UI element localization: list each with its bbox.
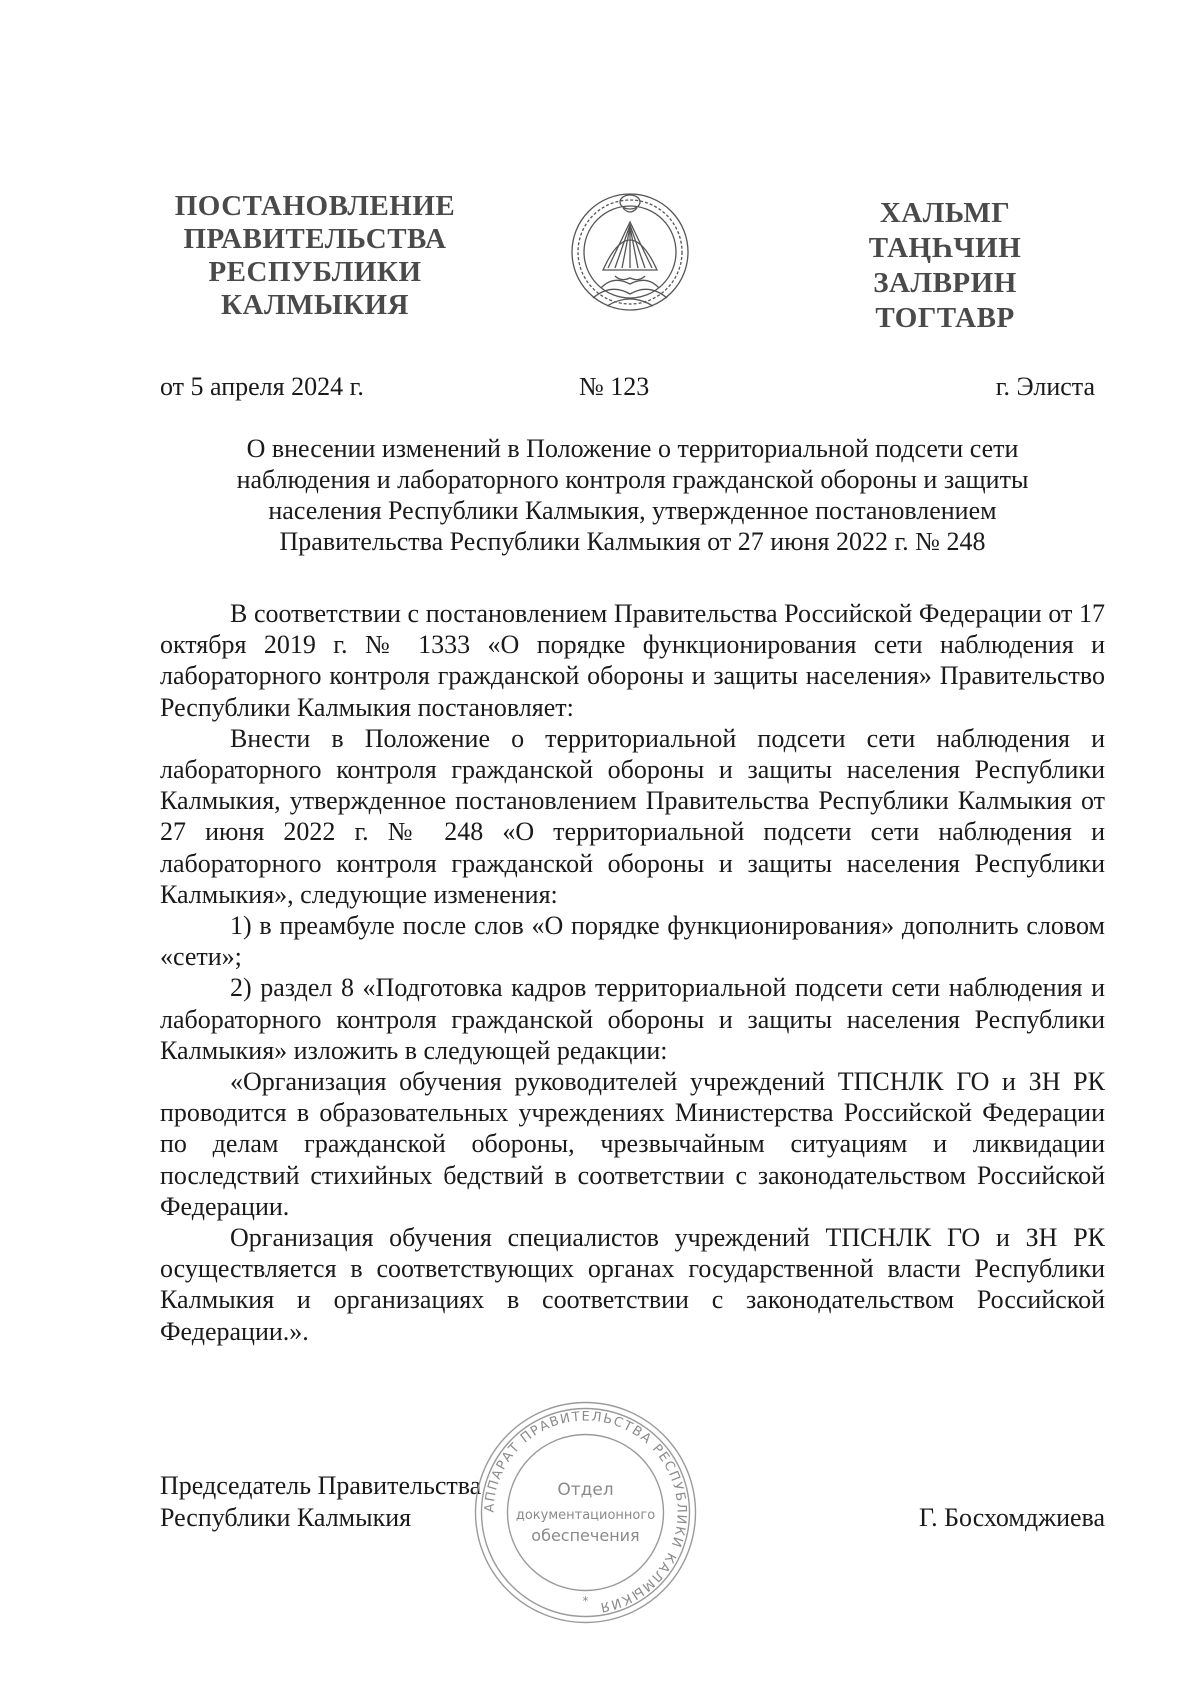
header-line: ТАҢҺЧИН [868,232,1022,264]
document-city: г. Элиста [995,372,1095,401]
body-paragraph: Внести в Положение о территориальной подсети сети наблюдения и лабораторного контроля гражданской обороны и защиты населения Республики Калмыкия, утвержденное постановлением Правительства Республики Калмыкия от 27 июня 2022 г. № 248 «О территориальной подсети сети наблюдения и лабораторного контроля гражданской обороны и защиты населения Республики Калмыкия», следующие изменения: [160,723,1105,909]
signatory-position [160,1470,481,1534]
signatory-position-line: Республики Калмыкия [160,1503,412,1532]
header-line: РЕСПУБЛИКИ [208,256,422,288]
document-number: № 123 [579,372,650,401]
header-line: ХАЛЬМГ [879,197,1011,229]
header-line: ПОСТАНОВЛЕНИЕ [174,190,456,222]
header-line: КАЛМЫКИЯ [221,289,409,321]
official-stamp [468,1395,703,1630]
document-title [160,433,1105,557]
header-line: ПРАВИТЕЛЬСТВА [183,223,447,255]
signatory-name: Г. Босхомджиева [919,1503,1105,1532]
header-title-russian [160,190,470,322]
title-line: Правительства Республики Калмыкия от 27 июня 2022 г. № 248 [279,527,986,556]
title-line: наблюдения и лабораторного контроля гражданской обороны и защиты [236,465,1029,494]
body-paragraph: 1) в преамбуле после слов «О порядке функционирования» дополнить словом «сети»; [160,911,1105,972]
stamp-outer-text: АППАРАТ ПРАВИТЕЛЬСТВА РЕСПУБЛИКИ КАЛМЫКИЯ [482,1409,689,1615]
title-line: О внесении изменений в Положение о территориальной подсети сети [246,434,1019,463]
stamp-inner-line: обеспечения [531,1526,640,1545]
document-body [160,598,1105,1347]
signatory-position-line: Председатель Правительства [160,1471,482,1500]
title-line: населения Республики Калмыкия, утвержденное постановлением [268,496,997,525]
body-paragraph: «Организация обучения руководителей учреждений ТПСНЛК ГО и ЗН РК проводится в образовательных учреждениях Министерства Российской Федерации по делам гражданской обороны, чрезвычайным ситуациям и ликвидации последствий стихийных бедствий в соответствии с законодательством Российской Федерации. [160,1067,1105,1221]
svg-text:*: * [582,1594,589,1608]
header-line: ТОГТАВР [875,302,1015,334]
body-paragraph: Организация обучения специалистов учреждений ТПСНЛК ГО и ЗН РК осуществляется в соответствующих органах государственной власти Республики Калмыкия и организациях в соответствии с законодательством Российской Федерации.». [160,1223,1105,1346]
body-paragraph: В соответствии с постановлением Правительства Российской Федерации от 17 октября 2019 г. № 1333 «О порядке функционирования сети наблюдения и лабораторного контроля гражданской обороны и защиты населения» Правительство Республики Калмыкия постановляет: [160,599,1105,722]
kalmykia-coat-of-arms-icon [563,180,698,330]
stamp-inner-line: документационного [515,1508,656,1523]
header-line: ЗАЛВРИН [873,267,1017,299]
header-title-kalmyk [830,196,1060,336]
stamp-inner-line: Отдел [557,1480,614,1500]
document-date: от 5 апреля 2024 г. [160,372,364,401]
body-paragraph: 2) раздел 8 «Подготовка кадров территориальной подсети сети наблюдения и лабораторного контроля гражданской обороны и защиты населения Республики Калмыкия» изложить в следующей редакции: [160,973,1105,1065]
